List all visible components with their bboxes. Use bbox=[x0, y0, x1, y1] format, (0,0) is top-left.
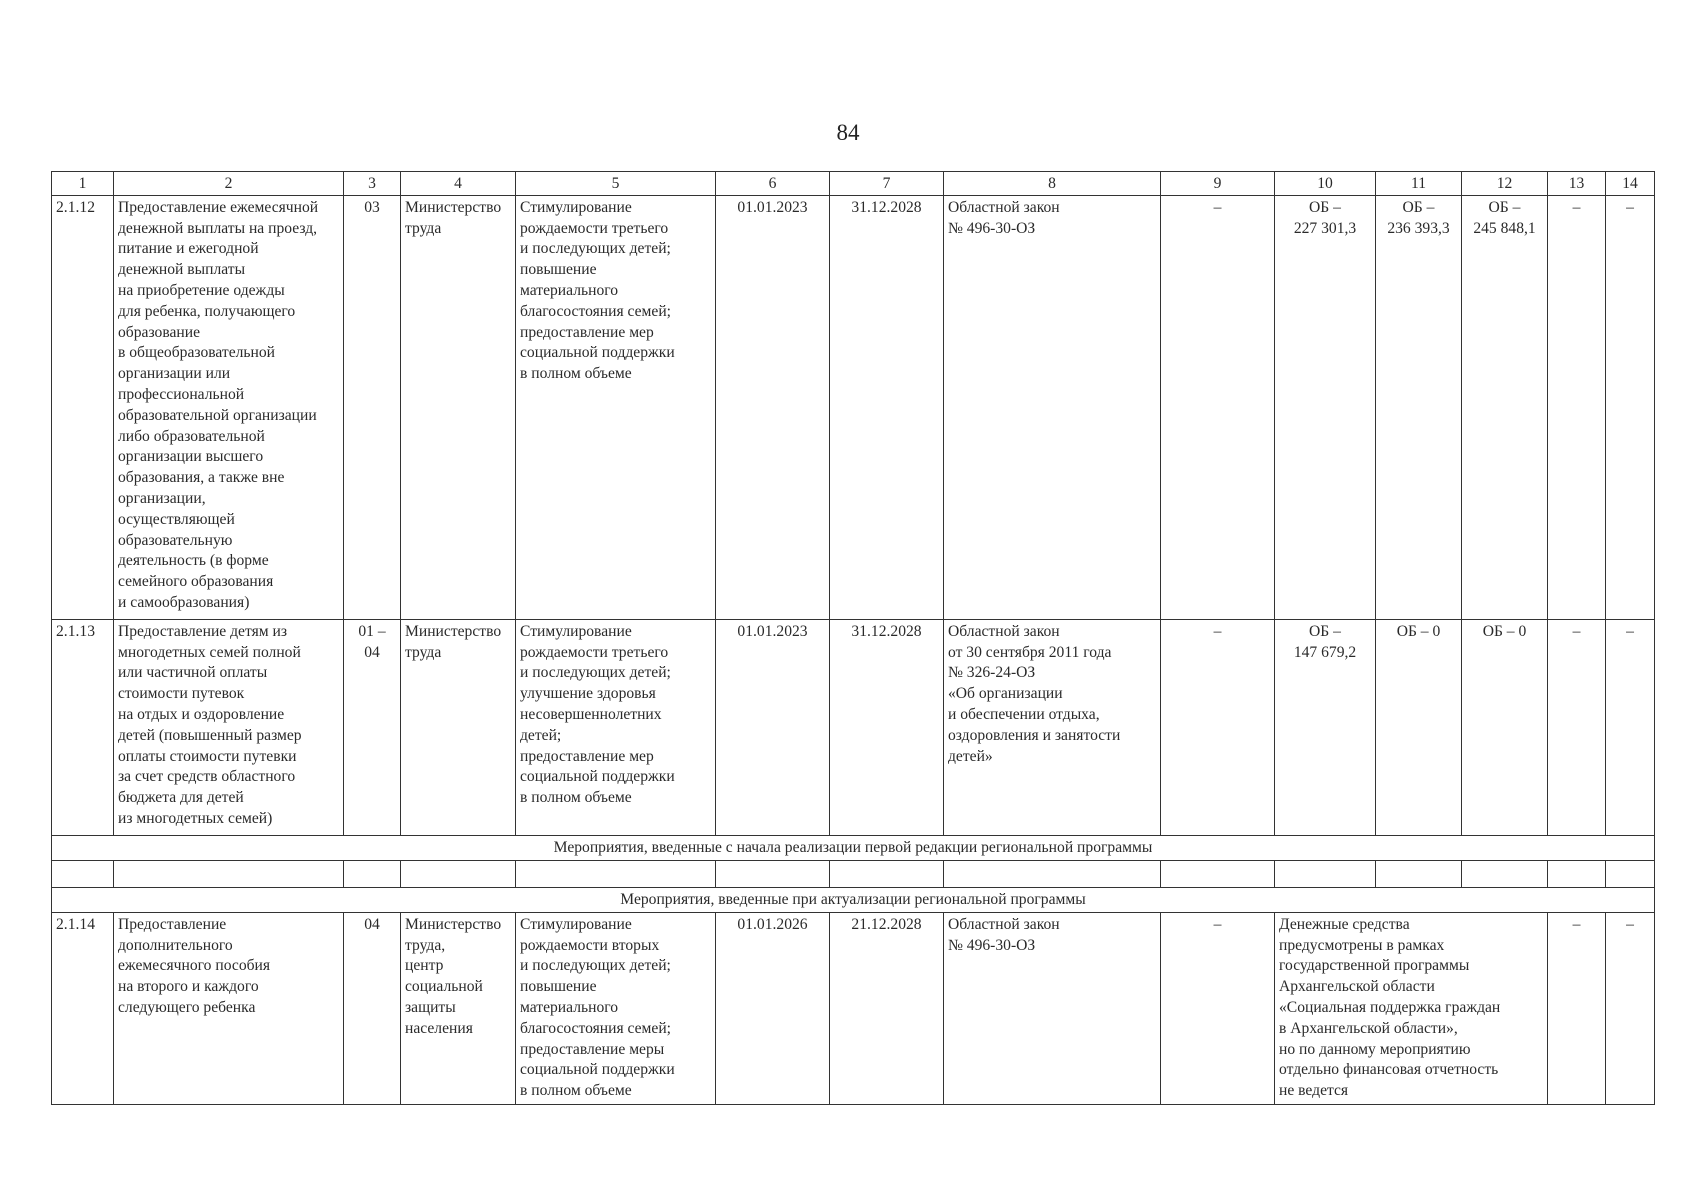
responsible-executor: Министерство труда bbox=[401, 195, 516, 619]
column-13-value: – bbox=[1548, 195, 1606, 619]
empty-cell bbox=[52, 860, 114, 887]
activity-name: Предоставление дополнительного ежемесячного пособия на второго и каждого следующего ребенка bbox=[114, 912, 344, 1104]
responsible-executor: Министерство труда bbox=[401, 619, 516, 835]
funding-year-2: ОБ – 236 393,3 bbox=[1376, 195, 1462, 619]
activity-name: Предоставление детям из многодетных семей полной или частичной оплаты стоимости путевок на отдых и оздоровление детей (повышенный размер оплаты стоимости путевки за счет средств областного бюджета для детей из многодетных семей) bbox=[114, 619, 344, 835]
section-header-row bbox=[52, 887, 1655, 912]
empty-cell bbox=[1548, 860, 1606, 887]
funding-year-3: ОБ – 0 bbox=[1462, 619, 1548, 835]
column-number: 13 bbox=[1548, 172, 1606, 196]
column-13-value: – bbox=[1548, 619, 1606, 835]
empty-cell bbox=[344, 860, 401, 887]
legal-basis: Областной закон от 30 сентября 2011 года № 326-24-ОЗ «Об организации и обеспечении отдыха, оздоровления и занятости детей» bbox=[944, 619, 1161, 835]
empty-row bbox=[52, 860, 1655, 887]
column-number: 11 bbox=[1376, 172, 1462, 196]
start-date: 01.01.2023 bbox=[716, 619, 830, 835]
row-number: 2.1.14 bbox=[52, 912, 114, 1104]
table-row bbox=[52, 195, 1655, 619]
column-9-value: – bbox=[1161, 619, 1275, 835]
activity-goal: Стимулирование рождаемости вторых и последующих детей; повышение материального благосостояния семей; предоставление меры социальной поддержки в полном объеме bbox=[516, 912, 716, 1104]
funding-year-1: ОБ – 147 679,2 bbox=[1275, 619, 1376, 835]
column-number: 9 bbox=[1161, 172, 1275, 196]
start-date: 01.01.2026 bbox=[716, 912, 830, 1104]
activity-name: Предоставление ежемесячной денежной выплаты на проезд, питание и ежегодной денежной выплаты на приобретение одежды для ребенка, получающего образование в общеобразовательной организации или профессиональной образовательной организации либо образовательной организации высшего образования, а также вне организации, осуществляющей образовательную деятельность (в форме семейного образования и самообразования) bbox=[114, 195, 344, 619]
column-14-value: – bbox=[1606, 912, 1655, 1104]
end-date: 31.12.2028 bbox=[830, 195, 944, 619]
funding-year-3: ОБ – 245 848,1 bbox=[1462, 195, 1548, 619]
activity-goal: Стимулирование рождаемости третьего и последующих детей; улучшение здоровья несовершеннолетних детей; предоставление мер социальной поддержки в полном объеме bbox=[516, 619, 716, 835]
legal-basis: Областной закон № 496-30-ОЗ bbox=[944, 195, 1161, 619]
activity-goal: Стимулирование рождаемости третьего и последующих детей; повышение материального благосостояния семей; предоставление мер социальной поддержки в полном объеме bbox=[516, 195, 716, 619]
funding-year-2: ОБ – 0 bbox=[1376, 619, 1462, 835]
column-number-row bbox=[52, 172, 1655, 196]
column-number: 7 bbox=[830, 172, 944, 196]
responsible-executor: Министерство труда, центр социальной защиты населения bbox=[401, 912, 516, 1104]
empty-cell bbox=[1606, 860, 1655, 887]
empty-cell bbox=[944, 860, 1161, 887]
column-number: 2 bbox=[114, 172, 344, 196]
empty-cell bbox=[516, 860, 716, 887]
funding-note: Денежные средства предусмотрены в рамках государственной программы Архангельской области «Социальная поддержка граждан в Архангельской области», но по данному мероприятию отдельно финансовая отчетность не ведется bbox=[1275, 912, 1548, 1104]
activity-code: 03 bbox=[344, 195, 401, 619]
table-row bbox=[52, 912, 1655, 1104]
column-number: 6 bbox=[716, 172, 830, 196]
section-title-actualization: Мероприятия, введенные при актуализации региональной программы bbox=[52, 887, 1655, 912]
column-number: 12 bbox=[1462, 172, 1548, 196]
column-14-value: – bbox=[1606, 195, 1655, 619]
empty-cell bbox=[830, 860, 944, 887]
empty-cell bbox=[716, 860, 830, 887]
column-number: 10 bbox=[1275, 172, 1376, 196]
table-row bbox=[52, 619, 1655, 835]
column-14-value: – bbox=[1606, 619, 1655, 835]
empty-cell bbox=[1462, 860, 1548, 887]
start-date: 01.01.2023 bbox=[716, 195, 830, 619]
section-header-row bbox=[52, 835, 1655, 860]
empty-cell bbox=[1161, 860, 1275, 887]
column-9-value: – bbox=[1161, 912, 1275, 1104]
program-activities-table bbox=[51, 171, 1655, 1105]
column-number: 4 bbox=[401, 172, 516, 196]
empty-cell bbox=[401, 860, 516, 887]
column-number: 5 bbox=[516, 172, 716, 196]
column-number: 1 bbox=[52, 172, 114, 196]
end-date: 31.12.2028 bbox=[830, 619, 944, 835]
column-number: 3 bbox=[344, 172, 401, 196]
empty-cell bbox=[1376, 860, 1462, 887]
activity-code: 04 bbox=[344, 912, 401, 1104]
column-9-value: – bbox=[1161, 195, 1275, 619]
empty-cell bbox=[114, 860, 344, 887]
column-number: 8 bbox=[944, 172, 1161, 196]
column-13-value: – bbox=[1548, 912, 1606, 1104]
activity-code: 01 – 04 bbox=[344, 619, 401, 835]
legal-basis: Областной закон № 496-30-ОЗ bbox=[944, 912, 1161, 1104]
row-number: 2.1.13 bbox=[52, 619, 114, 835]
section-title-first-edition: Мероприятия, введенные с начала реализации первой редакции региональной программы bbox=[52, 835, 1655, 860]
row-number: 2.1.12 bbox=[52, 195, 114, 619]
funding-year-1: ОБ – 227 301,3 bbox=[1275, 195, 1376, 619]
end-date: 21.12.2028 bbox=[830, 912, 944, 1104]
page-number: 84 bbox=[836, 120, 860, 145]
column-number: 14 bbox=[1606, 172, 1655, 196]
empty-cell bbox=[1275, 860, 1376, 887]
